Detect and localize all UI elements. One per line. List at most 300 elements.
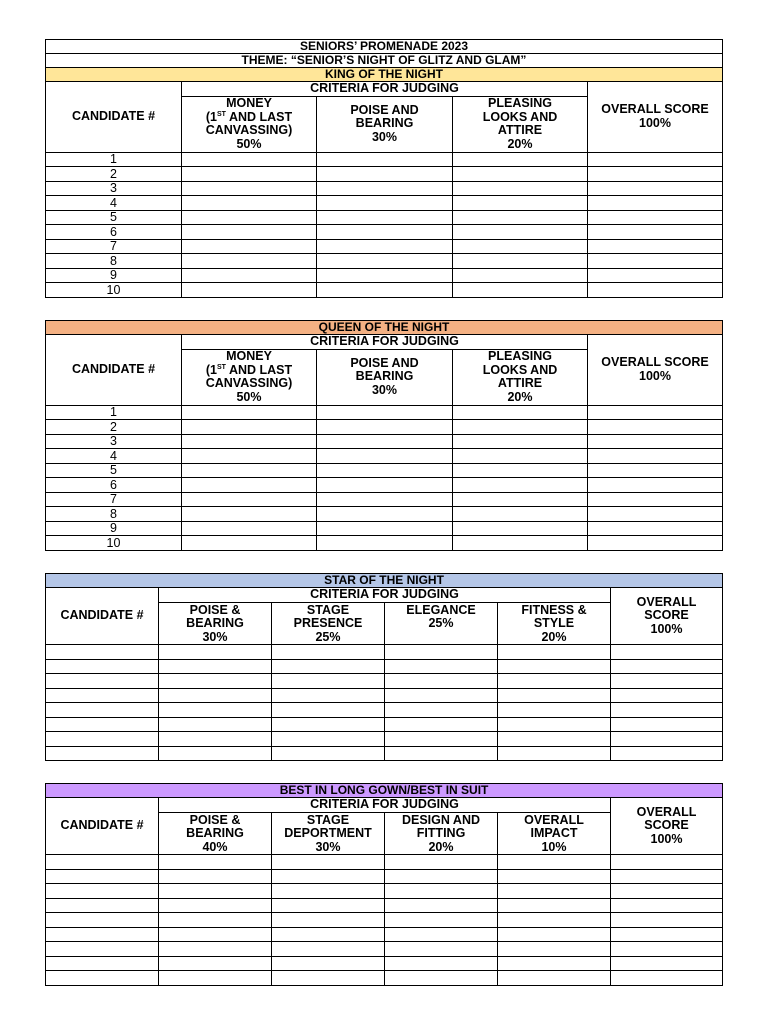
score-cell[interactable] bbox=[182, 225, 317, 240]
overall-cell[interactable] bbox=[611, 746, 723, 761]
king-c1-sup: ST bbox=[216, 110, 226, 118]
table-row bbox=[46, 449, 723, 464]
star-overall-line1: OVERALL bbox=[636, 594, 697, 609]
overall-cell[interactable] bbox=[588, 167, 723, 182]
score-cell[interactable] bbox=[182, 507, 317, 522]
score-cell[interactable] bbox=[272, 732, 385, 747]
doc-theme-row bbox=[46, 54, 723, 68]
score-cell[interactable] bbox=[453, 521, 588, 536]
gown-c2-line1: STAGE bbox=[306, 812, 350, 827]
score-cell[interactable] bbox=[159, 703, 272, 718]
table-row bbox=[46, 855, 723, 870]
score-cell[interactable] bbox=[182, 283, 317, 298]
star-c4-line2: STYLE bbox=[533, 616, 575, 630]
score-cell[interactable] bbox=[498, 703, 611, 718]
score-cell[interactable] bbox=[453, 405, 588, 420]
score-cell[interactable] bbox=[182, 463, 317, 478]
score-cell[interactable] bbox=[498, 898, 611, 913]
candidate-cell[interactable] bbox=[46, 884, 159, 899]
star-c3-pct: 25% bbox=[428, 616, 454, 630]
king-candidate-number: 10 bbox=[46, 283, 182, 298]
candidate-cell[interactable] bbox=[46, 732, 159, 747]
gown-sheet bbox=[45, 783, 722, 986]
queen-criterion-money bbox=[182, 349, 317, 405]
score-cell[interactable] bbox=[385, 674, 498, 689]
queen-c2-line1: POISE AND bbox=[350, 355, 419, 370]
gown-c3-line1: DESIGN AND bbox=[401, 812, 480, 827]
queen-c3-line2: LOOKS AND bbox=[482, 362, 558, 377]
table-row bbox=[46, 956, 723, 971]
score-cell[interactable] bbox=[453, 210, 588, 225]
score-cell[interactable] bbox=[453, 420, 588, 435]
overall-cell[interactable] bbox=[588, 536, 723, 551]
doc-theme: THEME: “SENIOR’S NIGHT OF GLITZ AND GLAM” bbox=[46, 54, 723, 68]
score-cell[interactable] bbox=[385, 913, 498, 928]
score-cell[interactable] bbox=[498, 971, 611, 986]
score-cell[interactable] bbox=[453, 196, 588, 211]
score-cell[interactable] bbox=[159, 927, 272, 942]
overall-cell[interactable] bbox=[611, 645, 723, 660]
gown-c2-line2: DEPORTMENT bbox=[284, 826, 372, 840]
star-c1-line2: BEARING bbox=[186, 616, 244, 630]
gown-c1-line1: POISE & bbox=[189, 812, 241, 827]
score-cell[interactable] bbox=[498, 732, 611, 747]
score-cell[interactable] bbox=[159, 688, 272, 703]
score-cell[interactable] bbox=[385, 869, 498, 884]
king-candidate-number: 7 bbox=[46, 239, 182, 254]
score-cell[interactable] bbox=[317, 210, 453, 225]
overall-cell[interactable] bbox=[588, 196, 723, 211]
score-cell[interactable] bbox=[385, 659, 498, 674]
score-cell[interactable] bbox=[453, 434, 588, 449]
score-cell[interactable] bbox=[317, 181, 453, 196]
king-candidate-number: 6 bbox=[46, 225, 182, 240]
score-cell[interactable] bbox=[498, 746, 611, 761]
gown-c4-pct: 10% bbox=[541, 839, 567, 854]
king-candidate-number: 5 bbox=[46, 210, 182, 225]
score-cell[interactable] bbox=[272, 746, 385, 761]
score-cell[interactable] bbox=[498, 942, 611, 957]
king-c1-l2b: AND LAST bbox=[225, 109, 293, 124]
score-cell[interactable] bbox=[182, 152, 317, 167]
score-cell[interactable] bbox=[159, 869, 272, 884]
overall-cell[interactable] bbox=[611, 717, 723, 732]
table-row bbox=[46, 521, 723, 536]
score-cell[interactable] bbox=[453, 283, 588, 298]
score-cell[interactable] bbox=[317, 283, 453, 298]
gown-criterion-deportment bbox=[272, 812, 385, 855]
table-row bbox=[46, 210, 723, 225]
score-cell[interactable] bbox=[498, 913, 611, 928]
table-row bbox=[46, 659, 723, 674]
king-c3-line1: PLEASING bbox=[488, 96, 552, 110]
gown-c3-pct: 20% bbox=[428, 839, 454, 854]
queen-c1-sup: ST bbox=[216, 363, 226, 371]
gown-c2-pct: 30% bbox=[315, 839, 341, 854]
score-cell[interactable] bbox=[317, 420, 453, 435]
table-row bbox=[46, 434, 723, 449]
gown-overall-header bbox=[611, 798, 723, 855]
score-cell[interactable] bbox=[498, 717, 611, 732]
king-overall-label: OVERALL SCORE bbox=[601, 102, 709, 117]
score-cell[interactable] bbox=[272, 971, 385, 986]
table-row bbox=[46, 536, 723, 551]
overall-cell[interactable] bbox=[611, 688, 723, 703]
score-cell[interactable] bbox=[453, 225, 588, 240]
gown-c4-line2: IMPACT bbox=[530, 826, 578, 840]
candidate-cell[interactable] bbox=[46, 927, 159, 942]
gown-c4-line1: OVERALL bbox=[524, 812, 584, 827]
overall-cell[interactable] bbox=[588, 420, 723, 435]
score-cell[interactable] bbox=[453, 478, 588, 493]
score-cell[interactable] bbox=[159, 645, 272, 660]
score-cell[interactable] bbox=[272, 674, 385, 689]
candidate-cell[interactable] bbox=[46, 703, 159, 718]
star-c3-line1: ELEGANCE bbox=[406, 602, 476, 617]
score-cell[interactable] bbox=[159, 674, 272, 689]
overall-cell[interactable] bbox=[588, 492, 723, 507]
score-cell[interactable] bbox=[159, 971, 272, 986]
table-row bbox=[46, 225, 723, 240]
queen-overall-label: OVERALL SCORE bbox=[601, 355, 709, 370]
score-cell[interactable] bbox=[453, 254, 588, 269]
king-c2-line1: POISE AND bbox=[350, 102, 419, 117]
score-cell[interactable] bbox=[159, 956, 272, 971]
score-cell[interactable] bbox=[272, 956, 385, 971]
score-cell[interactable] bbox=[317, 434, 453, 449]
score-cell[interactable] bbox=[182, 181, 317, 196]
star-c4-pct: 20% bbox=[541, 629, 567, 644]
star-criterion-fitness bbox=[498, 602, 611, 645]
king-c1-line2 bbox=[182, 111, 316, 125]
score-cell[interactable] bbox=[272, 645, 385, 660]
score-cell[interactable] bbox=[272, 717, 385, 732]
score-cell[interactable] bbox=[317, 239, 453, 254]
table-row bbox=[46, 405, 723, 420]
gown-candidate-header: CANDIDATE # bbox=[46, 798, 159, 855]
score-cell[interactable] bbox=[498, 884, 611, 899]
score-cell[interactable] bbox=[498, 855, 611, 870]
table-row bbox=[46, 703, 723, 718]
overall-cell[interactable] bbox=[588, 449, 723, 464]
candidate-cell[interactable] bbox=[46, 855, 159, 870]
star-c2-line1: STAGE bbox=[306, 602, 350, 617]
score-cell[interactable] bbox=[182, 405, 317, 420]
score-cell[interactable] bbox=[272, 898, 385, 913]
king-candidate-number: 9 bbox=[46, 268, 182, 283]
overall-cell[interactable] bbox=[611, 674, 723, 689]
star-overall-line2: SCORE bbox=[644, 608, 689, 623]
score-cell[interactable] bbox=[159, 942, 272, 957]
candidate-cell[interactable] bbox=[46, 717, 159, 732]
score-cell[interactable] bbox=[317, 536, 453, 551]
score-cell[interactable] bbox=[159, 913, 272, 928]
overall-cell[interactable] bbox=[588, 181, 723, 196]
score-cell[interactable] bbox=[498, 688, 611, 703]
score-cell[interactable] bbox=[182, 449, 317, 464]
score-cell[interactable] bbox=[453, 449, 588, 464]
table-row bbox=[46, 971, 723, 986]
table-row bbox=[46, 239, 723, 254]
score-cell[interactable] bbox=[159, 898, 272, 913]
score-cell[interactable] bbox=[498, 674, 611, 689]
score-cell[interactable] bbox=[182, 536, 317, 551]
queen-candidate-number: 8 bbox=[46, 507, 182, 522]
overall-cell[interactable] bbox=[588, 463, 723, 478]
score-cell[interactable] bbox=[453, 536, 588, 551]
star-c1-line1: POISE & bbox=[189, 602, 241, 617]
king-c2-pct: 30% bbox=[371, 129, 398, 144]
score-cell[interactable] bbox=[317, 492, 453, 507]
score-cell[interactable] bbox=[272, 942, 385, 957]
overall-cell[interactable] bbox=[611, 898, 723, 913]
queen-candidate-number: 4 bbox=[46, 449, 182, 464]
score-cell[interactable] bbox=[498, 869, 611, 884]
star-criterion-elegance bbox=[385, 602, 498, 645]
table-row bbox=[46, 492, 723, 507]
overall-cell[interactable] bbox=[611, 884, 723, 899]
score-cell[interactable] bbox=[272, 855, 385, 870]
gown-section-title: BEST IN LONG GOWN/BEST IN SUIT bbox=[46, 784, 723, 798]
queen-candidate-number: 3 bbox=[46, 434, 182, 449]
score-cell[interactable] bbox=[453, 181, 588, 196]
queen-section-title: QUEEN OF THE NIGHT bbox=[46, 321, 723, 335]
table-row bbox=[46, 463, 723, 478]
overall-cell[interactable] bbox=[611, 855, 723, 870]
score-cell[interactable] bbox=[453, 152, 588, 167]
queen-candidate-number: 6 bbox=[46, 478, 182, 493]
king-c1-line1: MONEY bbox=[226, 96, 272, 110]
score-cell[interactable] bbox=[317, 254, 453, 269]
gown-table bbox=[45, 783, 723, 986]
score-cell[interactable] bbox=[182, 254, 317, 269]
overall-cell[interactable] bbox=[611, 971, 723, 986]
gown-c1-line2: BEARING bbox=[186, 826, 244, 840]
table-row bbox=[46, 869, 723, 884]
score-cell[interactable] bbox=[385, 746, 498, 761]
overall-cell[interactable] bbox=[588, 434, 723, 449]
star-criteria-header: CRITERIA FOR JUDGING bbox=[159, 588, 611, 603]
candidate-cell[interactable] bbox=[46, 659, 159, 674]
table-row bbox=[46, 942, 723, 957]
star-overall-pct: 100% bbox=[650, 621, 683, 636]
score-cell[interactable] bbox=[317, 152, 453, 167]
table-row bbox=[46, 884, 723, 899]
candidate-cell[interactable] bbox=[46, 869, 159, 884]
queen-candidate-number: 9 bbox=[46, 521, 182, 536]
score-cell[interactable] bbox=[182, 268, 317, 283]
queen-c2-pct: 30% bbox=[371, 382, 398, 397]
overall-cell[interactable] bbox=[588, 152, 723, 167]
score-cell[interactable] bbox=[498, 956, 611, 971]
overall-cell[interactable] bbox=[611, 703, 723, 718]
table-row bbox=[46, 254, 723, 269]
score-cell[interactable] bbox=[453, 268, 588, 283]
score-cell[interactable] bbox=[317, 521, 453, 536]
score-cell[interactable] bbox=[272, 927, 385, 942]
score-cell[interactable] bbox=[385, 927, 498, 942]
star-sheet bbox=[45, 573, 722, 761]
score-cell[interactable] bbox=[159, 732, 272, 747]
score-cell[interactable] bbox=[182, 434, 317, 449]
score-cell[interactable] bbox=[182, 420, 317, 435]
star-table bbox=[45, 573, 723, 761]
score-cell[interactable] bbox=[385, 703, 498, 718]
king-criteria-header: CRITERIA FOR JUDGING bbox=[182, 82, 588, 97]
score-cell[interactable] bbox=[453, 239, 588, 254]
table-row bbox=[46, 913, 723, 928]
queen-c2-line2: BEARING bbox=[355, 369, 414, 384]
king-criterion-money bbox=[182, 96, 317, 152]
overall-cell[interactable] bbox=[588, 268, 723, 283]
king-section-title: KING OF THE NIGHT bbox=[46, 68, 723, 82]
score-cell[interactable] bbox=[317, 449, 453, 464]
score-cell[interactable] bbox=[182, 478, 317, 493]
queen-c3-line1: PLEASING bbox=[488, 349, 552, 363]
candidate-cell[interactable] bbox=[46, 942, 159, 957]
score-cell[interactable] bbox=[272, 913, 385, 928]
score-cell[interactable] bbox=[317, 225, 453, 240]
star-c2-pct: 25% bbox=[315, 629, 341, 644]
king-c2-line2: BEARING bbox=[355, 116, 414, 131]
candidate-cell[interactable] bbox=[46, 674, 159, 689]
overall-cell[interactable] bbox=[588, 210, 723, 225]
score-cell[interactable] bbox=[159, 717, 272, 732]
overall-cell[interactable] bbox=[611, 942, 723, 957]
score-cell[interactable] bbox=[385, 688, 498, 703]
score-cell[interactable] bbox=[159, 659, 272, 674]
score-cell[interactable] bbox=[453, 507, 588, 522]
overall-cell[interactable] bbox=[611, 927, 723, 942]
king-candidate-number: 4 bbox=[46, 196, 182, 211]
queen-c1-line1: MONEY bbox=[226, 349, 272, 363]
overall-cell[interactable] bbox=[588, 254, 723, 269]
star-c1-pct: 30% bbox=[202, 629, 228, 644]
gown-c3-line2: FITTING bbox=[416, 826, 466, 840]
score-cell[interactable] bbox=[272, 703, 385, 718]
queen-c3-pct: 20% bbox=[507, 389, 533, 404]
gown-overall-line1: OVERALL bbox=[636, 804, 697, 819]
score-cell[interactable] bbox=[385, 956, 498, 971]
score-cell[interactable] bbox=[272, 659, 385, 674]
king-overall-header bbox=[588, 82, 723, 153]
queen-candidate-number: 7 bbox=[46, 492, 182, 507]
score-cell[interactable] bbox=[453, 492, 588, 507]
candidate-cell[interactable] bbox=[46, 956, 159, 971]
score-cell[interactable] bbox=[385, 898, 498, 913]
overall-cell[interactable] bbox=[611, 913, 723, 928]
score-cell[interactable] bbox=[385, 717, 498, 732]
overall-cell[interactable] bbox=[611, 869, 723, 884]
star-candidate-header: CANDIDATE # bbox=[46, 588, 159, 645]
star-c2-line2: PRESENCE bbox=[293, 616, 363, 630]
overall-cell[interactable] bbox=[611, 732, 723, 747]
score-cell[interactable] bbox=[159, 855, 272, 870]
table-row bbox=[46, 507, 723, 522]
candidate-cell[interactable] bbox=[46, 688, 159, 703]
score-cell[interactable] bbox=[317, 478, 453, 493]
queen-c1-line2 bbox=[182, 364, 316, 378]
score-cell[interactable] bbox=[182, 521, 317, 536]
queen-overall-header bbox=[588, 335, 723, 406]
score-cell[interactable] bbox=[182, 239, 317, 254]
overall-cell[interactable] bbox=[588, 405, 723, 420]
score-cell[interactable] bbox=[159, 746, 272, 761]
score-cell[interactable] bbox=[317, 167, 453, 182]
table-row bbox=[46, 732, 723, 747]
score-cell[interactable] bbox=[453, 167, 588, 182]
queen-candidate-number: 5 bbox=[46, 463, 182, 478]
candidate-cell[interactable] bbox=[46, 971, 159, 986]
score-cell[interactable] bbox=[317, 463, 453, 478]
score-cell[interactable] bbox=[385, 942, 498, 957]
score-cell[interactable] bbox=[182, 167, 317, 182]
queen-c1-l2a: (1 bbox=[205, 362, 217, 377]
table-row bbox=[46, 674, 723, 689]
score-cell[interactable] bbox=[317, 196, 453, 211]
table-row bbox=[46, 688, 723, 703]
score-cell[interactable] bbox=[182, 492, 317, 507]
candidate-cell[interactable] bbox=[46, 746, 159, 761]
score-cell[interactable] bbox=[272, 884, 385, 899]
score-cell[interactable] bbox=[182, 210, 317, 225]
score-cell[interactable] bbox=[182, 196, 317, 211]
overall-cell[interactable] bbox=[588, 521, 723, 536]
table-row bbox=[46, 717, 723, 732]
doc-title: SENIORS’ PROMENADE 2023 bbox=[46, 40, 723, 54]
overall-cell[interactable] bbox=[588, 225, 723, 240]
gown-criterion-impact bbox=[498, 812, 611, 855]
queen-candidate-number: 1 bbox=[46, 405, 182, 420]
score-cell[interactable] bbox=[159, 884, 272, 899]
table-row bbox=[46, 927, 723, 942]
score-cell[interactable] bbox=[385, 855, 498, 870]
table-row bbox=[46, 645, 723, 660]
overall-cell[interactable] bbox=[611, 659, 723, 674]
overall-cell[interactable] bbox=[588, 283, 723, 298]
doc-title-row bbox=[46, 40, 723, 54]
score-cell[interactable] bbox=[498, 645, 611, 660]
king-c3-pct: 20% bbox=[507, 136, 533, 151]
score-cell[interactable] bbox=[272, 688, 385, 703]
overall-cell[interactable] bbox=[588, 239, 723, 254]
score-cell[interactable] bbox=[498, 927, 611, 942]
score-cell[interactable] bbox=[317, 268, 453, 283]
star-criterion-poise bbox=[159, 602, 272, 645]
table-row bbox=[46, 420, 723, 435]
overall-cell[interactable] bbox=[588, 478, 723, 493]
candidate-cell[interactable] bbox=[46, 645, 159, 660]
overall-cell[interactable] bbox=[611, 956, 723, 971]
candidate-cell[interactable] bbox=[46, 898, 159, 913]
score-cell[interactable] bbox=[317, 405, 453, 420]
candidate-cell[interactable] bbox=[46, 913, 159, 928]
overall-cell[interactable] bbox=[588, 507, 723, 522]
score-cell[interactable] bbox=[385, 971, 498, 986]
king-c1-line3: CANVASSING) bbox=[205, 123, 293, 137]
score-cell[interactable] bbox=[317, 507, 453, 522]
score-cell[interactable] bbox=[272, 869, 385, 884]
score-cell[interactable] bbox=[385, 884, 498, 899]
score-cell[interactable] bbox=[385, 732, 498, 747]
score-cell[interactable] bbox=[453, 463, 588, 478]
score-cell[interactable] bbox=[385, 645, 498, 660]
queen-c3-line3: ATTIRE bbox=[497, 376, 543, 390]
queen-c1-pct: 50% bbox=[236, 389, 262, 404]
score-cell[interactable] bbox=[498, 659, 611, 674]
king-overall-pct: 100% bbox=[639, 115, 671, 130]
king-c3-line2: LOOKS AND bbox=[482, 109, 558, 124]
